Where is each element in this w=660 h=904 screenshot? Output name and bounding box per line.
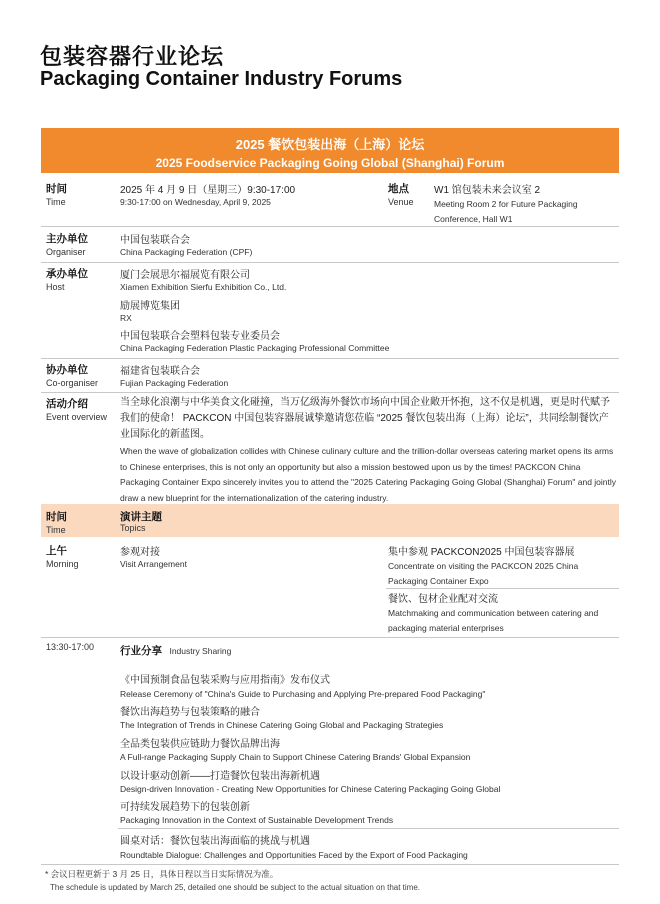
morning-item: Matchmaking and communication between catering and packaging material enterprises: [388, 608, 599, 633]
footnote-en: The schedule is updated by March 25, detailed one should be subject to the actual situation on that time.: [50, 883, 421, 892]
forum-title-en: 2025 Foodservice Packaging Going Global (Shanghai) Forum: [155, 156, 505, 170]
talk-title-en: The Integration of Trends in Chinese Catering Going Global and Packaging Strategies: [120, 720, 444, 730]
host-line: 励展博览集团: [120, 301, 180, 312]
time-value-cn: 2025 年 4 月 9 日（星期三）9:30-17:00: [120, 185, 296, 196]
venue-value-cn: W1 馆包装未来会议室 2: [434, 185, 541, 196]
time-label-en: Time: [46, 197, 66, 207]
talk-title-en: Release Ceremony of "China's Guide to Purchasing and Applying Pre-prepared Food Packaging": [120, 689, 486, 699]
divider: [41, 358, 619, 359]
overview-label-en: Event overview: [46, 412, 108, 422]
coorganiser-value-cn: 福建省包装联合会: [120, 366, 200, 377]
talk-title-en: Design-driven Innovation - Creating New Opportunities for Chinese Catering Packaging Going Global: [120, 784, 501, 794]
overview-text-en: When the wave of globalization collides with Chinese culinary culture and the trillion-dollar overseas catering market opens its arms to Chinese enterprises, this is not only an opportunity but also a mission bestowed upon us by the times! PACKCON China Packaging Container Expo sincerely invites you to attend the "2025 Catering Packaging Going Global (Shanghai) Forum" and jointly draw a new blueprint for the internationalization of the catering industry.: [120, 446, 617, 503]
divider: [41, 262, 619, 263]
venue-label-en: Venue: [388, 197, 414, 207]
venue-label-cn: 地点: [388, 183, 409, 195]
host-line: 中国包装联合会塑料包装专业委员会: [120, 331, 280, 342]
host-label-cn: 承办单位: [46, 268, 88, 280]
overview-label-cn: 活动介绍: [46, 398, 88, 410]
divider: [41, 392, 619, 393]
agenda-time-header-cn: 时间: [46, 511, 67, 523]
roundtable-cn: 圆桌对话：餐饮包装出海面临的挑战与机遇: [120, 836, 310, 847]
organiser-value-en: China Packaging Federation (CPF): [120, 247, 253, 257]
divider: [41, 226, 619, 227]
coorganiser-value-en: Fujian Packaging Federation: [120, 378, 229, 388]
organiser-label-en: Organiser: [46, 247, 86, 257]
talk-title-en: A Full-range Packaging Supply Chain to Support Chinese Catering Brands' Global Expansion: [120, 752, 471, 762]
coorganiser-label-en: Co-organiser: [46, 378, 99, 388]
divider: [118, 828, 619, 829]
talk-title-cn: 《中国预制食品包装采购与应用指南》发布仪式: [120, 675, 330, 686]
host-line: Xiamen Exhibition Sierfu Exhibition Co., Ltd.: [120, 282, 287, 292]
divider: [41, 637, 619, 638]
divider: [41, 864, 619, 865]
time-value-en: 9:30-17:00 on Wednesday, April 9, 2025: [120, 197, 271, 207]
afternoon-section-en: Industry Sharing: [169, 646, 232, 656]
morning-time-cn: 上午: [46, 545, 67, 557]
host-line: RX: [120, 313, 132, 323]
overview-text-cn: 当全球化浪潮与中华美食文化碰撞，当万亿级海外餐饮市场向中国企业敞开怀抱，这不仅是机遇，更是时代赋予我们的使命！ PACKCON 中国包装容器展诚挚邀请您莅临 “2025 餐饮包装出海（上海）论坛”，共同绘制餐饮产业国际化的新蓝图。: [120, 397, 610, 440]
agenda-topic-header-cn: 演讲主题: [120, 511, 162, 523]
talk-title-en: Packaging Innovation in the Context of Sustainable Development Trends: [120, 815, 394, 825]
host-label-en: Host: [46, 282, 65, 292]
footnote-cn: * 会议日程更新于 3 月 25 日，具体日程以当日实际情况为准。: [45, 869, 279, 879]
roundtable-en: Roundtable Dialogue: Challenges and Opportunities Faced by the Export of Food Packaging: [120, 850, 468, 860]
divider: [386, 588, 619, 589]
time-label-cn: 时间: [46, 183, 67, 195]
coorganiser-label-cn: 协办单位: [46, 364, 88, 376]
afternoon-section-cn: 行业分享: [120, 645, 162, 657]
morning-left-en: Visit Arrangement: [120, 559, 187, 569]
forum-title-cn: 2025 餐饮包装出海（上海）论坛: [235, 137, 425, 152]
agenda-time-header-en: Time: [46, 525, 66, 535]
morning-left-cn: 参观对接: [120, 547, 160, 558]
talk-title-cn: 可持续发展趋势下的包装创新: [120, 802, 250, 813]
morning-item: 集中参观 PACKCON2025 中国包装容器展: [388, 547, 575, 558]
organiser-value-cn: 中国包装联合会: [120, 235, 190, 246]
talk-title-cn: 全品类包装供应链助力餐饮品牌出海: [120, 739, 280, 750]
forum-banner: [41, 128, 619, 173]
host-line: 厦门会展思尔福展览有限公司: [120, 270, 250, 281]
afternoon-time: 13:30-17:00: [46, 642, 95, 652]
talk-title-cn: 以设计驱动创新——打造餐饮包装出海新机遇: [120, 771, 320, 782]
page-title-en: Packaging Container Industry Forums: [40, 68, 403, 90]
page-title-cn: 包装容器行业论坛: [40, 44, 225, 69]
agenda-topic-header-en: Topics: [120, 523, 146, 533]
talk-title-cn: 餐饮出海趋势与包装策略的融合: [120, 707, 260, 718]
morning-item: Concentrate on visiting the PACKCON 2025 China Packaging Container Expo: [388, 561, 579, 586]
morning-item: 餐饮、包材企业配对交流: [388, 594, 498, 605]
venue-value-en: Meeting Room 2 for Future Packaging Conference, Hall W1: [434, 199, 578, 224]
afternoon-section: [120, 641, 231, 659]
organiser-label-cn: 主办单位: [46, 233, 88, 245]
morning-time-en: Morning: [46, 559, 79, 569]
host-line: China Packaging Federation Plastic Packaging Professional Committee: [120, 343, 390, 353]
